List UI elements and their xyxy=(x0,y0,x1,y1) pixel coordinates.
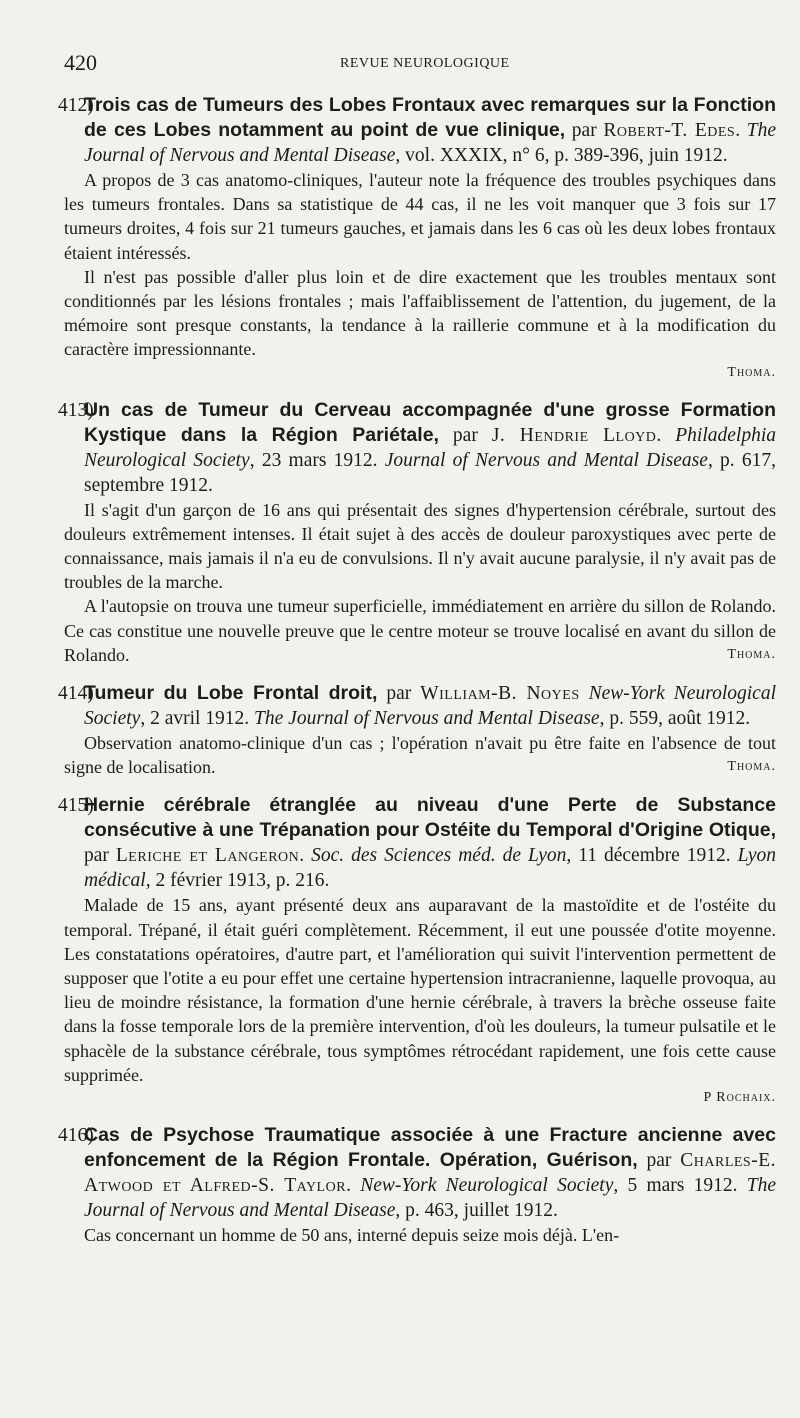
article-title: Cas de Psychose Traumatique associée à une Fracture ancienne avec enfoncement de la Région Frontale. Opération, Guérison, xyxy=(84,1124,776,1172)
article-416 xyxy=(58,1123,776,1247)
article-body xyxy=(64,168,776,362)
citation-ref: , p. 617, septembre 1912. xyxy=(84,449,777,496)
paragraph: Il s'agit d'un garçon de 16 ans qui présentait des signes d'hypertension cérébrale, surtout des douleurs extrêmement intenses. Il était sujet à des accès de douleur paroxystiques avec perte de connaissance, mais jamais il n'a eu de convulsions. Il n'y avait aucune paralysie, il n'y avait pas de troubles de la marche. xyxy=(64,499,776,593)
page-number: 420 xyxy=(64,50,97,75)
article-415 xyxy=(58,793,777,1109)
article-body xyxy=(64,893,776,1087)
article-body xyxy=(64,731,776,779)
society-name: Soc. des Sciences méd. de Lyon xyxy=(311,845,567,867)
article-author: Leriche et Langeron xyxy=(115,845,300,867)
article-414 xyxy=(58,681,776,779)
paragraph: Observation anatomo-clinique d'un cas ; l'opération n'avait pu être faite en l'absence de tout signe de localisation. Thoma. xyxy=(64,731,776,779)
article-heading: 416) Cas de Psychose Traumatique associée à une Fracture ancienne avec enfoncement de la Région Frontale. Opération, Guérison, par Charles-E. Atwood et Alfred-S. Taylor. New-York Neurological Society, 5 mars 1912. The Journal of Nervous and Mental Disease, p. 463, juillet 1912. xyxy=(58,1124,776,1222)
article-heading: 415) Hernie cérébrale étranglée au niveau d'une Perte de Substance consécutive à une Trépanation pour Ostéite du Temporal d'Origine Otique, par Leriche et Langeron. Soc. des Sciences méd. de Lyon, 11 décembre 1912. Lyon médical, 2 février 1913, p. 216. xyxy=(58,794,777,892)
article-title: Un cas de Tumeur du Cerveau accompagnée d'une grosse Formation Kystique dans la Région Pariétale, xyxy=(84,398,776,446)
journal-name: The Journal of Nervous and Mental Disease xyxy=(254,708,600,730)
article-body xyxy=(64,498,776,667)
article-413 xyxy=(58,398,777,667)
journal-name: Journal of Nervous and Mental Disease xyxy=(384,449,708,471)
article-body xyxy=(64,1223,776,1247)
article-number: 413) xyxy=(58,399,94,421)
article-number: 414) xyxy=(58,683,94,705)
society-name: New-York Neurological Society xyxy=(84,683,776,730)
article-title: Trois cas de Tumeurs des Lobes Frontaux avec remarques sur la Fonction de ces Lobes notamment au point de vue clinique, xyxy=(84,94,776,141)
article-number: 412) xyxy=(58,95,94,116)
page-header xyxy=(64,50,770,80)
reviewer-signature: Thoma. xyxy=(727,759,776,775)
article-author: J. Hendrie Lloyd xyxy=(491,424,657,446)
reviewer-signature: Thoma. xyxy=(727,364,776,380)
citation-ref: , vol. XXXIX, n° 6, p. 389-396, juin 1912. xyxy=(395,145,728,166)
society-name: New-York Neurological Society xyxy=(360,1175,614,1197)
article-heading: 414) Tumeur du Lobe Frontal droit, par William-B. Noyes New-York Neurological Society, 2 avril 1912. The Journal of Nervous and Mental Disease, p. 559, août 1912. xyxy=(58,682,776,730)
paragraph: Malade de 15 ans, ayant présenté deux ans auparavant de la mastoïdite et de l'ostéite du temporal. Trépané, il était guéri complètement. Récemment, il eut une poussée d'otite moyenne. Les constatations opératoires, d'autre part, et l'amélioration qui suivit l'intervention permettent de supposer que l'otite a eu pour effet une certaine hypertension intracranienne, laquelle provoqua, au lieu de moindre résistance, la formation d'une hernie cérébrale, à travers la brèche osseuse faite dans la fosse temporale lors de la première intervention, d'où les douleurs, la tumeur pulsatile et le sphacèle de la substance cérébrale, tous symptômes rétrocédant rapidement, une fois cette cause supprimée. xyxy=(64,895,776,1085)
paragraph: Cas concernant un homme de 50 ans, interné depuis seize mois déjà. L'en- xyxy=(84,1225,620,1246)
running-title: REVUE NEUROLOGIQUE xyxy=(340,56,510,71)
citation-ref: , 2 février 1913, p. 216. xyxy=(145,870,330,892)
citation-ref: , p. 559, août 1912. xyxy=(599,708,751,730)
journal-name: The Journal of Nervous and Mental Disease xyxy=(84,120,776,166)
article-heading: 413) Un cas de Tumeur du Cerveau accompagnée d'une grosse Formation Kystique dans la Région Pariétale, par J. Hendrie Lloyd. Philadelphia Neurological Society, 23 mars 1912. Journal of Nervous and Mental Disease, p. 617, septembre 1912. xyxy=(58,398,777,496)
journal-name: Lyon médical xyxy=(84,845,777,892)
reviewer-signature: P Rochaix. xyxy=(703,1090,776,1106)
citation-ref: , p. 463, juillet 1912. xyxy=(395,1200,558,1222)
article-title: Hernie cérébrale étranglée au niveau d'une Perte de Substance consécutive à une Trépanation pour Ostéite du Temporal d'Origine Otique, xyxy=(84,794,776,842)
article-author: Robert-T. Edes xyxy=(603,120,736,141)
article-column xyxy=(58,93,777,1261)
reviewer-signature: Thoma. xyxy=(727,646,776,662)
paragraph: A l'autopsie on trouva une tumeur superficielle, immédiatement en arrière du sillon de Rolando. Ce cas constitue une nouvelle preuve que le centre moteur se trouve localisé en avant du sillon de Rolando. Thoma. xyxy=(64,594,776,667)
paragraph: Il n'est pas possible d'aller plus loin et de dire exactement que les troubles mentaux sont conditionnés par les lésions frontales ; mais l'affaiblissement de l'attention, du jugement, de la mémoire sont presque constants, la tendance à la raillerie commune et à la modification du caractère impressionnante. xyxy=(64,266,776,360)
journal-name: The Journal of Nervous and Mental Disease xyxy=(84,1175,776,1222)
article-number: 415) xyxy=(58,795,94,817)
article-number: 416) xyxy=(58,1125,94,1147)
paragraph: A propos de 3 cas anatomo-cliniques, l'auteur note la fréquence des troubles psychiques dans les tumeurs frontales. Dans sa statistique de 44 cas, il ne les voit manquer que 3 fois sur 17 tumeurs droites, 4 fois sur 21 tumeurs gauches, et jamais dans les 6 cas où les deux lobes frontaux étaient intéressés. xyxy=(64,170,776,263)
article-author: William-B. Noyes xyxy=(420,683,580,705)
article-title: Tumeur du Lobe Frontal droit, xyxy=(84,682,378,705)
article-412 xyxy=(58,93,776,384)
article-heading: 412) Trois cas de Tumeurs des Lobes Frontaux avec remarques sur la Fonction de ces Lobes notamment au point de vue clinique, par Robert-T. Edes. The Journal of Nervous and Mental Disease, vol. XXXIX, n° 6, p. 389-396, juin 1912. xyxy=(58,94,776,166)
society-name: Philadelphia Neurological Society xyxy=(84,424,777,471)
article-author: Charles-E. Atwood et Alfred-S. Taylor xyxy=(84,1150,776,1197)
